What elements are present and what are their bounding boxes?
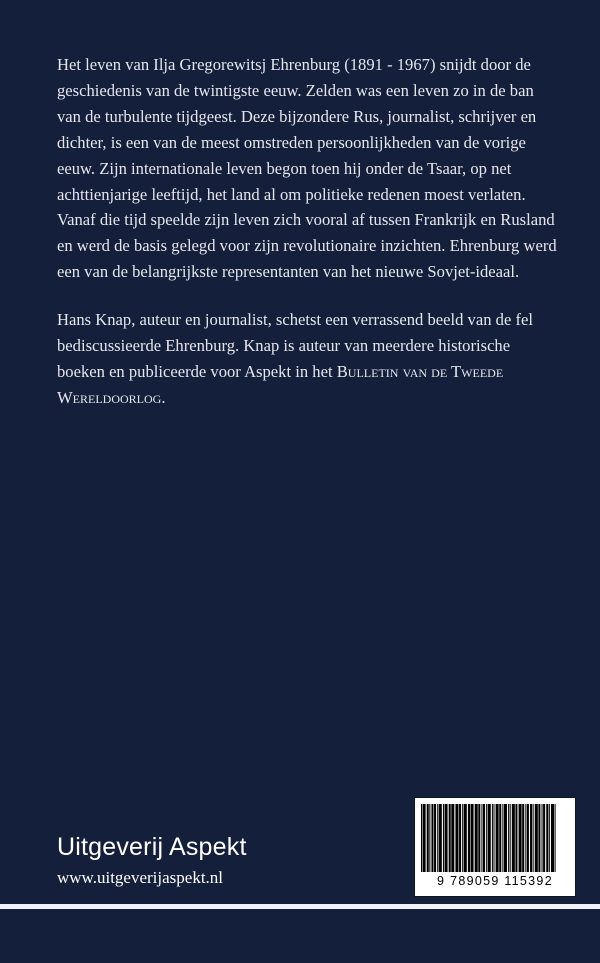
- barcode-bar: [499, 804, 501, 872]
- barcode-bar: [533, 804, 534, 872]
- barcode-bar: [421, 804, 422, 872]
- blurb: [57, 52, 557, 411]
- barcode-bar: [543, 804, 545, 872]
- barcode-bar: [530, 804, 532, 872]
- barcode-bar: [439, 804, 442, 872]
- barcode-bar: [515, 804, 517, 872]
- barcode-bar: [522, 804, 524, 872]
- barcode-bar: [471, 804, 474, 872]
- barcode-bar: [481, 804, 482, 872]
- barcode-bar: [464, 804, 467, 872]
- blurb-paragraph-2-text: Hans Knap, auteur en journalist, schetst een verrassend beeld van de fel bediscussieerde Ehrenburg. Knap is auteur van meerdere historische boeken en publiceerde voor Aspekt in het: [57, 310, 533, 381]
- barcode-bar: [488, 804, 491, 872]
- barcode-bar: [451, 804, 454, 872]
- barcode-bar: [546, 804, 548, 872]
- barcode-bar: [445, 804, 448, 872]
- barcode-bar: [504, 804, 507, 872]
- barcode-bar: [525, 804, 526, 872]
- barcode-bar: [555, 804, 556, 872]
- barcode-bar: [496, 804, 499, 872]
- blurb-paragraph-1: Het leven van Ilja Gregorewitsj Ehrenburg (1891 - 1967) snijdt door de geschiedenis van de twintigste eeuw. Zelden was een leven zo in de ban van de turbulente tijdgeest. Deze bijzondere Rus, journalist, schrijver en dichter, is een van de meest omstreden persoonlijkheden van de vorige eeuw. Zijn internationale leven begon toen hij onder de Tsaar, op net achttienjarige leeftijd, het land al om politieke redenen moest verlaten. Vanaf die tijd speelde zijn leven zich vooral af tussen Frankrijk en Rusland en werd de basis gelegd voor zijn revolutionaire inzichten. Ehrenburg werd een van de belangrijkste representanten van het nieuwe Sovjet-ideaal.: [57, 55, 557, 282]
- barcode-bar: [538, 804, 540, 872]
- bottom-rule: [0, 904, 600, 909]
- barcode-bar: [427, 804, 429, 872]
- barcode-bar: [492, 804, 493, 872]
- barcode-bar: [431, 804, 433, 872]
- barcode-bar: [462, 804, 463, 872]
- barcode-bar: [443, 804, 444, 872]
- barcode-bar: [423, 804, 426, 872]
- barcode-bar: [512, 804, 515, 872]
- barcode-bar: [468, 804, 470, 872]
- barcode-bar: [508, 804, 509, 872]
- barcode-bar: [475, 804, 478, 872]
- barcode-bar: [542, 804, 543, 872]
- barcode-bar: [493, 804, 494, 872]
- barcode-bar: [434, 804, 436, 872]
- barcode-bar: [519, 804, 522, 872]
- barcode-bar: [510, 804, 511, 872]
- barcode-bar: [449, 804, 451, 872]
- isbn-barcode: [414, 797, 576, 897]
- barcode-bar: [535, 804, 538, 872]
- barcode-bar: [459, 804, 461, 872]
- barcode-bar: [437, 804, 438, 872]
- barcode-bar: [478, 804, 480, 872]
- barcode-bar: [455, 804, 458, 872]
- barcode-bar: [551, 804, 554, 872]
- barcode-bar: [502, 804, 503, 872]
- blurb-paragraph-2-end: .: [161, 387, 166, 407]
- barcode-bar: [527, 804, 529, 872]
- barcode-bar: [483, 804, 485, 872]
- publisher-name: Uitgeverij Aspekt: [57, 833, 247, 861]
- barcode-bar: [486, 804, 487, 872]
- barcode-bars: [421, 804, 569, 872]
- barcode-bar: [549, 804, 550, 872]
- barcode-bar: [429, 804, 430, 872]
- barcode-number: 9 789059 115392: [437, 874, 553, 888]
- blurb-paragraph-2: [57, 307, 557, 411]
- publisher-website: www.uitgeverijaspekt.nl: [57, 868, 224, 887]
- bulletin-title: Bulletin van de Tweede Wereldoorlog: [57, 361, 504, 407]
